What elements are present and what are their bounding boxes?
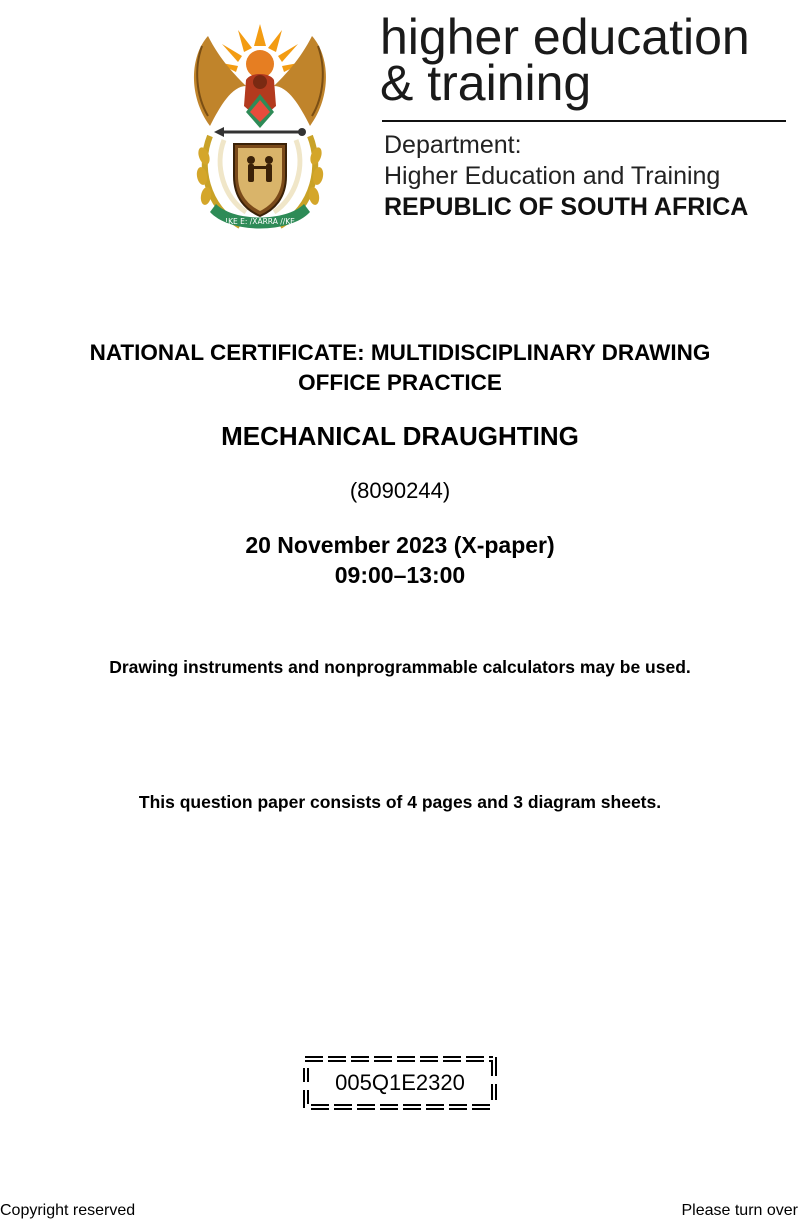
crest-motto: !KE E: /XARRA //KE xyxy=(225,217,295,226)
exam-date-time xyxy=(0,530,800,590)
certificate-title-line-1: NATIONAL CERTIFICATE: MULTIDISCIPLINARY DRAWING xyxy=(89,340,711,365)
dept-line-1: Department: xyxy=(384,131,522,159)
exam-time: 09:00–13:00 xyxy=(334,562,466,588)
dept-line-3: REPUBLIC OF SOUTH AFRICA xyxy=(384,193,749,221)
paper-id: 005Q1E2320 xyxy=(335,1070,465,1095)
coat-of-arms-icon xyxy=(180,16,340,240)
exam-date: 20 November 2023 (X-paper) xyxy=(245,532,555,558)
footer-turn-over: Please turn over xyxy=(681,1202,798,1219)
department-name xyxy=(384,130,748,223)
dept-line-2: Higher Education and Training xyxy=(384,162,721,190)
subject-code: (8090244) xyxy=(349,478,451,503)
certificate-title-line-2: OFFICE PRACTICE xyxy=(298,370,502,395)
certificate-title xyxy=(0,338,800,398)
department-wordmark xyxy=(380,9,750,111)
footer-copyright: Copyright reserved xyxy=(0,1202,136,1219)
pages-note: This question paper consists of 4 pages and 3 diagram sheets. xyxy=(138,792,662,812)
subject-title: MECHANICAL DRAUGHTING xyxy=(221,421,579,451)
paper-id-box xyxy=(301,1054,499,1112)
instructions-note: Drawing instruments and nonprogrammable calculators may be used. xyxy=(109,657,691,677)
brand-divider xyxy=(382,120,786,122)
brand-line-2: & training xyxy=(380,55,592,111)
brand-line-1: higher education xyxy=(380,9,750,65)
